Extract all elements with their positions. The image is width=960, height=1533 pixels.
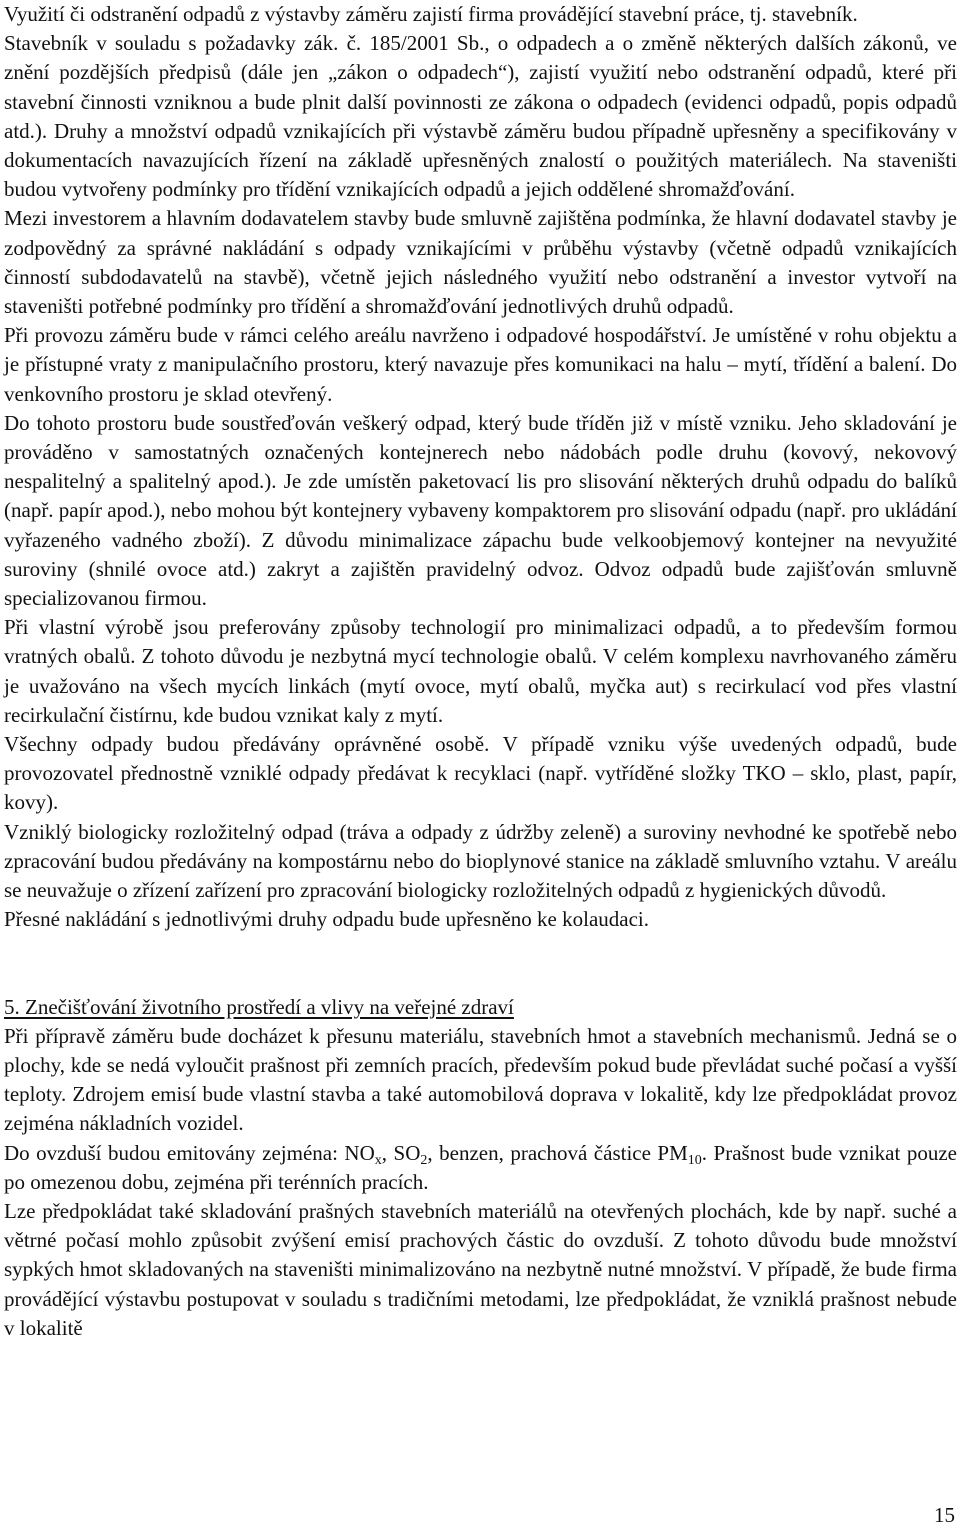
paragraph: Všechny odpady budou předávány oprávněné osobě. V případě vzniku výše uvedených odpadů, bude provozovatel přednostně vzniklé odpady předávat k recyklaci (např. vytříděné složky TKO – sklo, plast, papír, kovy).: [4, 732, 957, 815]
paragraph: Využití či odstranění odpadů z výstavby záměru zajistí firma provádějící stavební práce, tj. stavebník.: [4, 2, 858, 26]
emissions-paragraph: [4, 1139, 957, 1197]
so2-subscript: 2: [420, 1152, 428, 1168]
emissions-tail: . Prašnost bude vznikat pouze po omezenou dobu, zejména při terénních pracích.: [4, 1140, 957, 1194]
paragraph: Při přípravě záměru bude docházet k přesunu materiálu, stavebních hmot a stavebních mechanismů. Jedná se o plochy, kde se nedá vyloučit prašnost při zemních pracích, především pokud bude převládat suché počasí a vyšší teploty. Zdrojem emisí bude vlastní stavba a také automobilová doprava v lokalitě, kdy lze předpokládat provoz zejména nákladních vozidel.: [4, 1023, 957, 1136]
paragraph: Lze předpokládat také skladování prašných stavebních materiálů na otevřených plochách, kde by např. suché a větrné počasí mohlo způsobit zvýšení emisí prachových částic do ovzduší. Z tohoto důvodu bude množství sypkých hmot skladovaných na staveništi minimalizováno na nezbytně nutné množství. V případě, že bude firma provádějící výstavbu postupovat v souladu s tradičními metodami, lze předpokládat, že vzniklá prašnost nebude v lokalitě: [4, 1198, 957, 1340]
section-heading: 5. Znečišťování životního prostředí a vlivy na veřejné zdraví: [4, 994, 514, 1019]
so2-text: , SO: [381, 1140, 421, 1165]
page-number: 15: [934, 1503, 955, 1527]
paragraph: Přesné nakládání s jednotlivými druhy odpadu bude upřesněno ke kolaudaci.: [4, 907, 650, 932]
paragraph: Stavebník v souladu s požadavky zák. č. 185/2001 Sb., o odpadech a o změně některých dalších zákonů, ve znění pozdějších předpisů (dále jen „zákon o odpadech“), zajistí využití nebo odstranění odpadů, které při stavební činnosti vzniknou a bude plnit další povinnosti ze zákona o odpadech (evidenci odpadů, popis odpadů atd.). Druhy a množství odpadů vznikajících při výstavbě záměru budou případně upřesněny a specifikovány v dokumentacích navazujících řízení na základě upřesněných znalostí o použitých materiálech. Na staveništi budou vytvořeny podmínky pro třídění vznikajících odpadů a jejich oddělené shromažďování.: [4, 31, 957, 202]
paragraph: Mezi investorem a hlavním dodavatelem stavby bude smluvně zajištěna podmínka, že hlavní dodavatel stavby je zodpovědný za správné nakládání s odpady vznikajícími v průběhu výstavby (včetně odpadů vznikajících činností subdodavatelů na stavbě), včetně jejich následného využití nebo odstranění a investor vytvoří na staveništi potřebné podmínky pro třídění a shromažďování jednotlivých druhů odpadů.: [4, 206, 957, 319]
paragraph: Do tohoto prostoru bude soustřeďován veškerý odpad, který bude tříděn již v místě vzniku. Jeho skladování je prováděno v samostatných označených kontejnerech nebo nádobách podle druhu (kovový, nekovový nespalitelný a spalitelný apod.). Je zde umístěn paketovací lis pro slisování některých druhů odpadu do balíků (např. papír apod.), nebo mohou být kontejnery vybaveny kompaktorem pro slisování odpadu (např. pro ukládání vyřazeného vadného zboží). Z důvodu minimalizace zápachu bude velkoobjemový kontejner na nevyužité suroviny (shnilé ovoce atd.) zakryt a zajištěn pravidelný odvoz. Odvoz odpadů bude zajišťován smluvně specializovanou firmou.: [4, 410, 957, 611]
emissions-intro: Do ovzduší budou emitovány zejména: NO: [4, 1140, 375, 1165]
paragraph: Při vlastní výrobě jsou preferovány způsoby technologií pro minimalizaci odpadů, a to především formou vratných obalů. Z tohoto důvodu je nezbytná mycí technologie obalů. V celém komplexu navrhovaného záměru je uvažováno na všech mycích linkách (mytí ovoce, mytí obalů, myčka aut) s recirkulací vod přes vlastní recirkulační čistírnu, kde budou vznikat kaly z mytí.: [4, 615, 957, 727]
document-page: [4, 0, 957, 1343]
pm-subscript: 10: [687, 1152, 702, 1168]
paragraph: Při provozu záměru bude v rámci celého areálu navrženo i odpadové hospodářství. Je umístěné v rohu objektu a je přístupné vraty z manipulačního prostoru, který navazuje přes komunikaci na halu – mytí, třídění a balení. Do venkovního prostoru je sklad otevřený.: [4, 323, 957, 406]
pm-text: , benzen, prachová částice PM: [427, 1140, 688, 1165]
nox-subscript: x: [374, 1152, 382, 1168]
section-spacer: [4, 935, 957, 993]
paragraph: Vzniklý biologicky rozložitelný odpad (tráva a odpady z údržby zeleně) a suroviny nevhodné ke spotřebě nebo zpracování budou předávány na kompostárnu nebo do bioplynové stanice na základě smluvního vztahu. V areálu se neuvažuje o zřízení zařízení pro zpracování biologicky rozložitelných odpadů z hygienických důvodů.: [4, 819, 957, 903]
